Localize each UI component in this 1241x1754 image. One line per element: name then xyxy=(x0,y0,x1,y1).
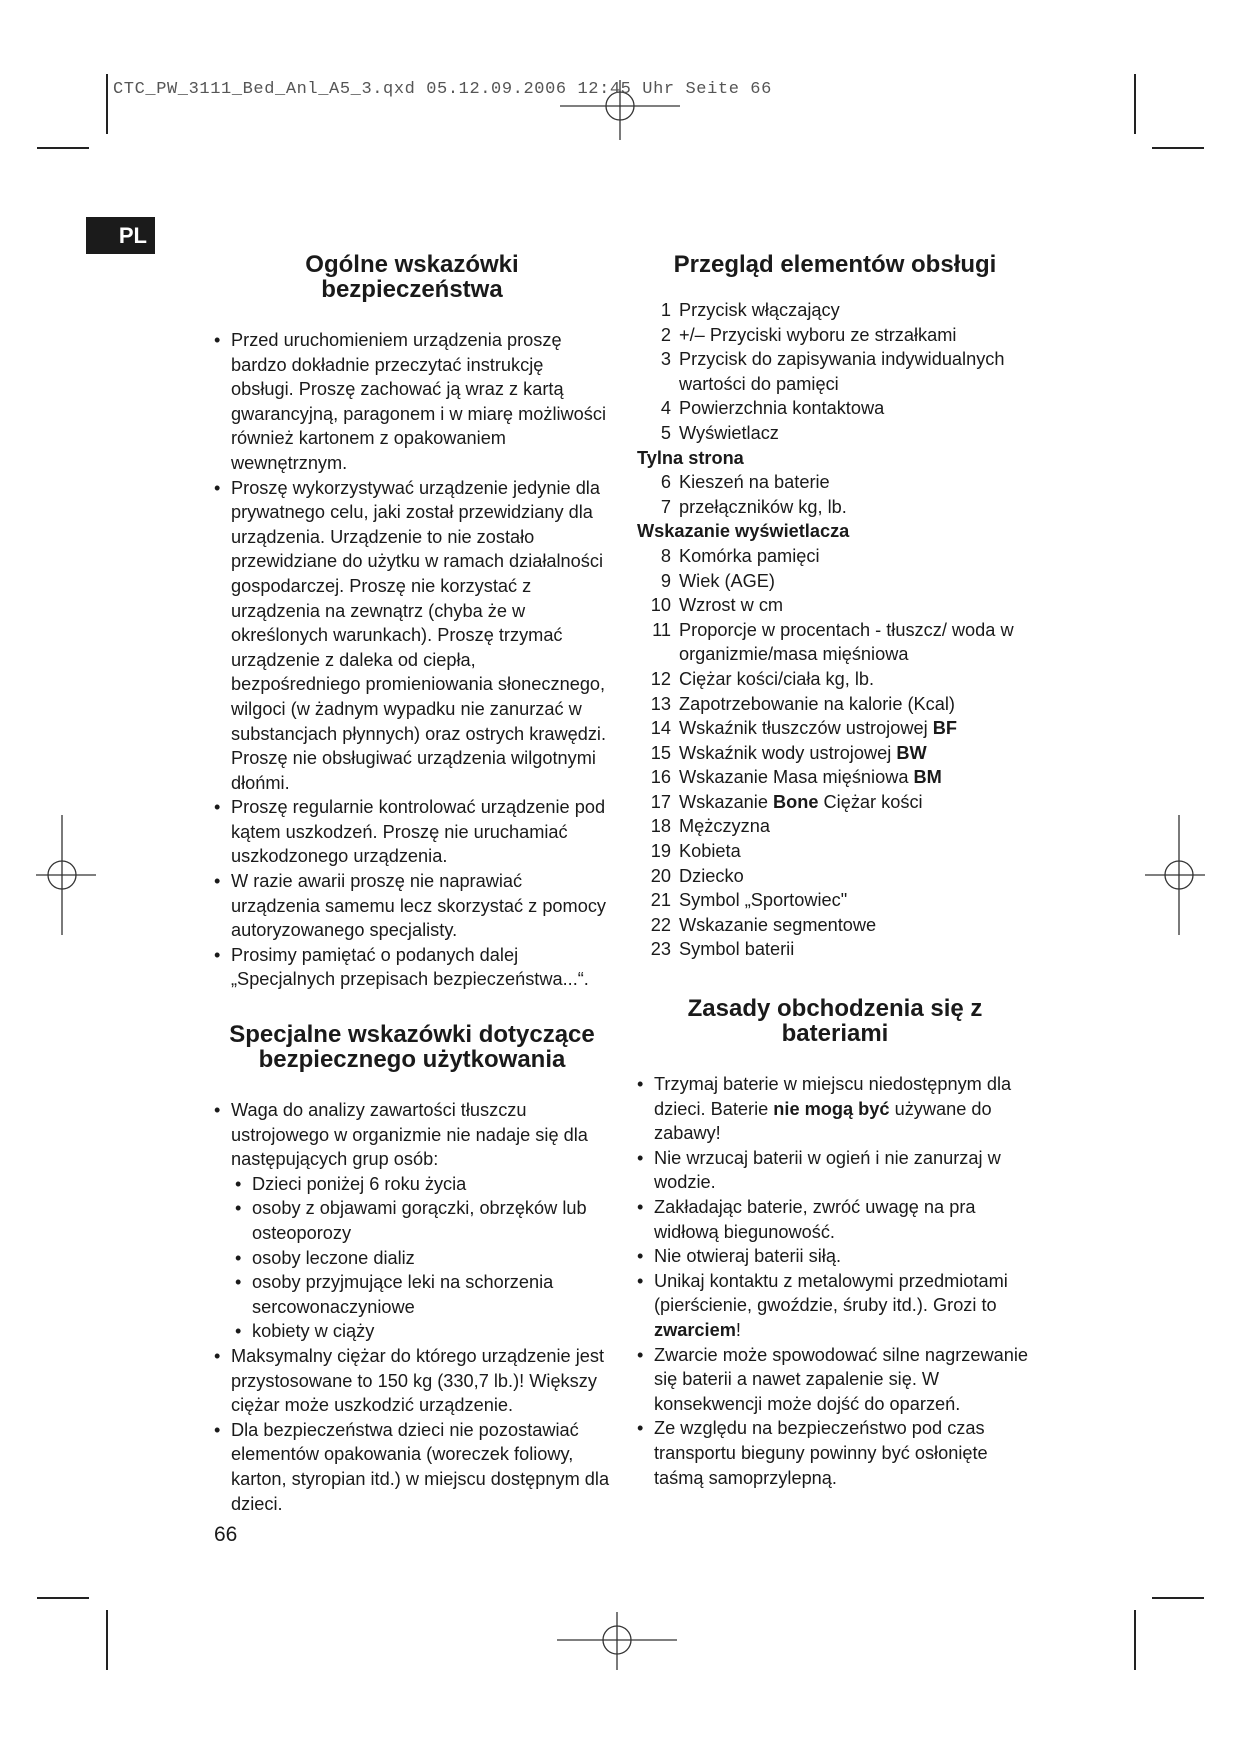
display-heading: Wskazanie wyświetlacza xyxy=(637,521,850,542)
list-item: • Dzieci poniżej 6 roku życia xyxy=(235,1172,610,1197)
general-safety-title: Ogólne wskazówki bezpieczeństwa xyxy=(305,251,519,303)
control-item: 21 Symbol „Sportowiec" xyxy=(650,890,848,911)
control-item: 10 Wzrost w cm xyxy=(650,595,784,616)
registration-mark-bottom xyxy=(557,1600,677,1680)
back-side-heading: Tylna strona xyxy=(637,447,744,468)
list-item: • Unikaj kontaktu z metalowymi przedmiotami (pierścienie, gwoździe, śruby itd.). Grozi to zwarciem! xyxy=(637,1269,1033,1343)
list-item: • Nie wrzucaj baterii w ogień i nie zanurzaj w wodzie. xyxy=(637,1146,1033,1195)
crop-mark xyxy=(1134,74,1136,134)
page-number: 66 xyxy=(214,1523,238,1546)
control-item: 22 Wskazanie segmentowe xyxy=(650,914,877,935)
control-item: 12 Ciężar kości/ciała kg, lb. xyxy=(650,668,875,689)
control-item: 3 Przycisk do zapisywania indywidualnych wartości do pamięci xyxy=(660,349,1005,394)
control-item: 16 Wskazanie Masa mięśniowa BM xyxy=(650,767,942,788)
control-item: 13 Zapotrzebowanie na kalorie (Kcal) xyxy=(650,693,955,714)
control-item: 7 przełączników kg, lb. xyxy=(660,496,847,517)
special-safety-list xyxy=(214,1098,610,1516)
language-tab: PL xyxy=(86,217,155,254)
control-item: 18 Mężczyzna xyxy=(650,816,770,837)
control-item: 15 Wskaźnik wody ustrojowej BW xyxy=(650,742,927,763)
list-item: • Prosimy pamiętać o podanych dalej „Specjalnych przepisach bezpieczeństwa...“. xyxy=(214,943,610,992)
control-item: 23 Symbol baterii xyxy=(650,939,795,960)
control-item: 19 Kobieta xyxy=(650,841,741,862)
control-item: 8 Komórka pamięci xyxy=(660,545,820,566)
list-item: • osoby przyjmujące leki na schorzenia sercowonaczyniowe xyxy=(235,1270,610,1319)
list-item: • W razie awarii proszę nie naprawiać urządzenia samemu lecz skorzystać z pomocy autoryzowanego specjalisty. xyxy=(214,869,610,943)
print-slug-header: CTC_PW_3111_Bed_Anl_A5_3.qxd 05.12.09.2006 12:45 Uhr Seite 66 xyxy=(113,80,772,99)
special-safety-title: Specjalne wskazówki dotyczące bezpiecznego użytkowania xyxy=(229,1021,595,1074)
left-column xyxy=(214,252,610,1516)
control-item: 11 Proporcje w procentach - tłuszcz/ woda w organizmie/masa mięśniowa xyxy=(652,619,1014,665)
crop-mark xyxy=(106,74,108,134)
list-item: • Dla bezpieczeństwa dzieci nie pozostawiać elementów opakowania (woreczek foliowy, karton, styropian itd.) w miejscu dostępnym dla dzieci. xyxy=(214,1418,610,1516)
crop-mark xyxy=(1152,147,1204,149)
registration-mark-top xyxy=(560,60,680,140)
list-item: • osoby z objawami gorączki, obrzęków lub osteoporozy xyxy=(235,1196,610,1245)
crop-mark xyxy=(106,1610,108,1670)
list-item: • Trzymaj baterie w miejscu niedostępnym dla dzieci. Baterie nie mogą być używane do zabawy! xyxy=(637,1072,1033,1146)
list-item: • Maksymalny ciężar do którego urządzenie jest przystosowane to 150 kg (330,7 lb.)! Większy ciężar może uszkodzić urządzenie. xyxy=(214,1344,610,1418)
controls-title: Przegląd elementów obsługi xyxy=(673,251,997,278)
controls-back-list xyxy=(637,470,1033,519)
list-item: • osoby leczone dializ xyxy=(235,1246,610,1271)
list-item xyxy=(214,1098,610,1344)
list-item: • Proszę wykorzystywać urządzenie jedynie dla prywatnego celu, jaki został przewidziany dla urządzenia. Urządzenie to nie zostało przewidziane do użytku w ramach działalności gospodarczej. Proszę nie korzystać z urządzenia na zewnątrz (chyba że w określonych warunkach). Proszę trzymać urządzenie z daleka od ciepła, bezpośredniego promieniowania słonecznego, wilgoci (w żadnym wypadku nie zanurzać w substancjach płynnych) oraz ostrych krawędzi. Proszę nie obsługiwać urządzenia wilgotnymi dłońmi. xyxy=(214,476,610,796)
crop-mark xyxy=(1152,1597,1204,1599)
list-item: • Ze względu na bezpieczeństwo pod czas transportu bieguny powinny być osłonięte taśmą samoprzylepną. xyxy=(637,1416,1033,1490)
list-item: • kobiety w ciąży xyxy=(235,1319,610,1344)
battery-list xyxy=(637,1072,1033,1490)
control-item: 20 Dziecko xyxy=(650,865,744,886)
crop-mark xyxy=(1134,1610,1136,1670)
control-item: 14 Wskaźnik tłuszczów ustrojowej BF xyxy=(650,718,957,739)
list-item: • Zwarcie może spowodować silne nagrzewanie się baterii a nawet zapalenie się. W konsekwencji może dojść do oparzeń. xyxy=(637,1343,1033,1417)
registration-mark-right xyxy=(1145,815,1205,935)
control-item: 6 Kieszeń na baterie xyxy=(660,472,830,493)
list-item: • Zakładając baterie, zwróć uwagę na pra widłową biegunowość. xyxy=(637,1195,1033,1244)
general-safety-list xyxy=(214,328,610,992)
list-item: • Proszę regularnie kontrolować urządzenie pod kątem uszkodzeń. Proszę nie uruchamiać uszkodzonego urządzenia. xyxy=(214,795,610,869)
special-intro: Waga do analizy zawartości tłuszczu ustrojowego w organizmie nie nadaje się dla następujących grup osób: xyxy=(231,1100,588,1170)
control-item: 5 Wyświetlacz xyxy=(660,422,779,443)
registration-mark-left xyxy=(36,815,96,935)
right-column xyxy=(637,252,1033,1490)
crop-mark xyxy=(37,1597,89,1599)
control-item: 17 Wskazanie Bone Ciężar kości xyxy=(650,791,923,812)
controls-front-list xyxy=(637,298,1033,446)
crop-mark xyxy=(37,147,89,149)
excluded-groups-list xyxy=(231,1172,610,1344)
control-item: 2 +/– Przyciski wyboru ze strzałkami xyxy=(660,324,957,345)
list-item: • Nie otwieraj baterii siłą. xyxy=(637,1244,1033,1269)
control-item: 1 Przycisk włączający xyxy=(660,300,840,320)
battery-title: Zasady obchodzenia się z bateriami xyxy=(687,995,983,1048)
control-item: 4 Powierzchnia kontaktowa xyxy=(660,398,885,419)
controls-display-list xyxy=(637,544,1033,962)
control-item: 9 Wiek (AGE) xyxy=(660,570,775,591)
list-item: • Przed uruchomieniem urządzenia proszę bardzo dokładnie przeczytać instrukcję obsługi. Proszę zachować ją wraz z kartą gwarancyjną, paragonem i w miarę możliwości również kartonem z opakowaniem wewnętrznym. xyxy=(214,328,610,476)
